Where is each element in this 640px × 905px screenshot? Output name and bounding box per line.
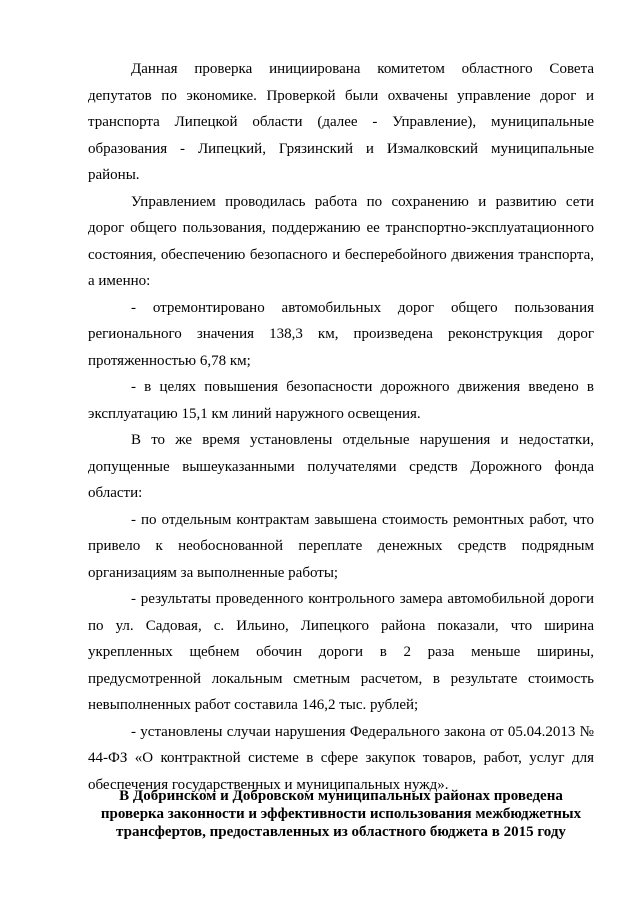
list-item-lighting: - в целях повышения безопасности дорожного движения введено в эксплуатацию 15,1 км линий наружного освещения. <box>88 379 594 422</box>
paragraph-violations: В то же время установлены отдельные нарушения и недостатки, допущенные вышеуказанными получателями средств Дорожного фонда области: <box>88 432 594 501</box>
paragraph-management-work: Управлением проводилась работа по сохранению и развитию сети дорог общего пользования, поддержанию ее транспортно-эксплуатационного состояния, обеспечению безопасного и бесперебойного движения транспорта, а именно: <box>88 193 594 289</box>
list-item-road-measurement: - результаты проведенного контрольного замера автомобильной дороги по ул. Садовая, с. Ильино, Липецкого района показали, что ширина укрепленных щебнем обочин дороги в 2 раза меньше ширины, предусмотренной локальным сметным расчетом, в результате стоимость невыполненных работ составила 146,2 тыс. рублей; <box>88 591 594 713</box>
document-body <box>88 56 594 798</box>
paragraph-inspection-intro: Данная проверка инициирована комитетом областного Совета депутатов по экономике. Проверкой были охвачены управление дорог и транспорта Липецкой области (далее - Управление), муниципальные образования - Липецкий, Грязинский и Измалковский муниципальные районы. <box>88 61 594 183</box>
section-heading: В Добринском и Добровском муниципальных районах проведена проверка законности и эффективности использования межбюджетных трансфертов, предоставленных из областного бюджета в 2015 году <box>100 788 582 840</box>
list-item-overpricing: - по отдельным контрактам завышена стоимость ремонтных работ, что привело к необоснованной переплате денежных средств подрядным организациям за выполненные работы; <box>88 511 594 581</box>
list-item-federal-law: - установлены случаи нарушения Федерального закона от 05.04.2013 № 44-ФЗ «О контрактной системе в сфере закупок товаров, работ, услуг для обеспечения государственных и муниципальных нужд». <box>88 723 594 793</box>
list-item-roads-repaired: - отремонтировано автомобильных дорог общего пользования регионального значения 138,3 км, произведена реконструкция дорог протяженностью 6,78 км; <box>88 299 594 369</box>
